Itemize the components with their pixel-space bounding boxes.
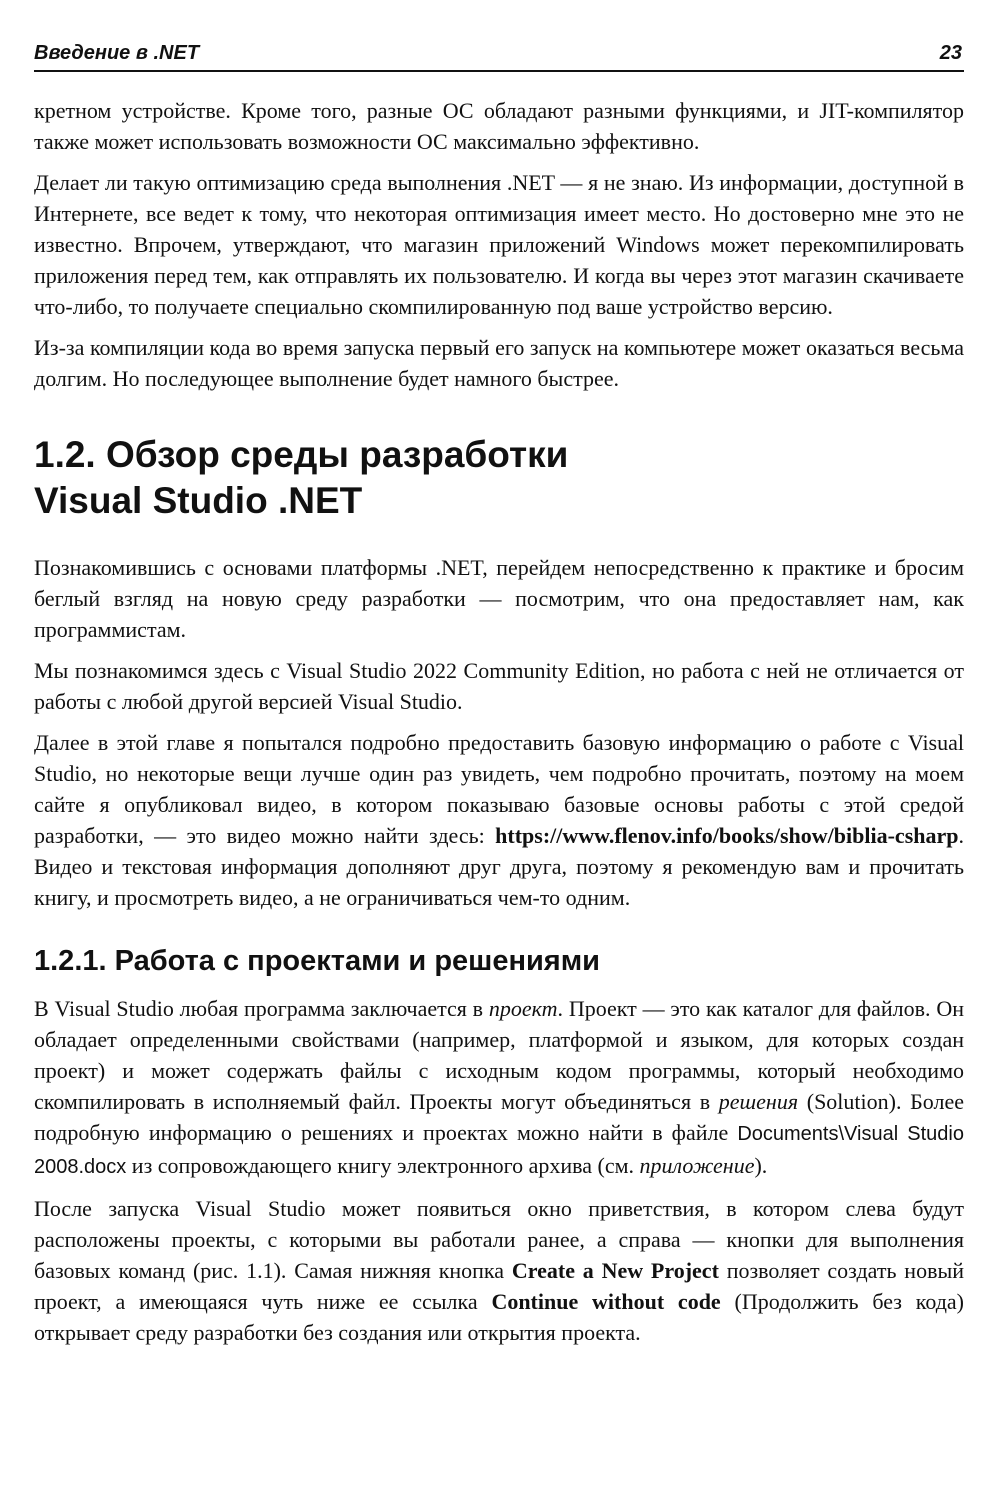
section-heading-line1: 1.2. Обзор среды разработки: [34, 434, 569, 475]
paragraph-video: [34, 727, 964, 913]
term-solution: решения: [718, 1089, 799, 1114]
video-link[interactable]: https://www.flenov.info/books/show/biblia-csharp: [495, 823, 959, 848]
text-run: . Проект — это как каталог для файлов. Он обладает определенными свойствами (например, платформой и языком, для которых создан проект) и может содержать файлы с исходным кодом программы, который необходимо скомпилировать в исполняемый файл. Проекты могут объединяться в: [34, 996, 964, 1114]
term-project: проект: [488, 996, 558, 1021]
text-run: В Visual Studio любая программа заключается в: [34, 996, 489, 1021]
page-content: [34, 95, 964, 1358]
paragraph-compilation: Из-за компиляции кода во время запуска первый его запуск на компьютере может оказаться весьма долгим. Но последующее выполнение будет намного быстрее.: [34, 335, 964, 391]
page-number: 23: [939, 42, 962, 64]
paragraph-video-text-2: . Видео и текстовая информация дополняют друг друга, поэтому я рекомендую вам и прочитать книгу, и просмотреть видео, а не ограничиваться чем-то одним.: [34, 823, 964, 910]
section-heading: [34, 432, 964, 524]
text-run: (Solution). Более подробную информацию о решениях и проектах можно найти в файле: [34, 1089, 964, 1145]
paragraph-projects: [34, 993, 964, 1183]
paragraph-continued: кретном устройстве. Кроме того, разные ОС обладают разными функциями, и JIT-компилятор также может использовать возможности ОС максимально эффективно.: [34, 98, 964, 154]
continue-without-code-label: Continue without code: [491, 1289, 721, 1314]
paragraph-video-text-1: Далее в этой главе я попытался подробно предоставить базовую информацию о работе с Visual Studio, но некоторые вещи лучше один раз увидеть, чем подробно прочитать, поэтому на моем сайте я опубликовал видео, в котором показываю базовые основы работы с этой средой разработки, — это видео можно найти здесь:: [34, 730, 964, 848]
text-run: ).: [754, 1153, 768, 1178]
paragraph-welcome-window: [34, 1193, 964, 1348]
paragraph-vs-edition: Мы познакомимся здесь с Visual Studio 2022 Community Edition, но работа с ней не отличается от работы с любой другой версией Visual Studio.: [34, 658, 964, 714]
paragraph-intro: Познакомившись с основами платформы .NET, перейдем непосредственно к практике и бросим беглый взгляд на новую среду разработки — посмотрим, что она предоставляет нам, как программистам.: [34, 555, 964, 642]
paragraph-optimization: Делает ли такую оптимизацию среда выполнения .NET — я не знаю. Из информации, доступной в Интернете, все ведет к тому, что некоторая оптимизация имеет место. Но достоверно мне это не известно. Впрочем, утверждают, что магазин приложений Windows может перекомпилировать приложения перед тем, как отправлять их пользователю. И когда вы через этот магазин скачиваете что-либо, то получаете специально скомпилированную под ваше устройство версию.: [34, 170, 964, 319]
term-appendix: приложение: [639, 1153, 755, 1178]
running-header-title: Введение в .NET: [34, 42, 200, 64]
text-run: позволяет создать новый проект, а имеющаяся чуть ниже ее ссылка: [34, 1258, 965, 1314]
text-run: (Продолжить без кода) открывает среду разработки без создания или открытия проекта.: [34, 1289, 965, 1345]
section-heading-line2: Visual Studio .NET: [34, 480, 363, 521]
file-path: Documents\Visual Studio 2008.docx: [34, 1123, 964, 1178]
running-header: [34, 40, 964, 72]
subsection-heading: 1.2.1. Работа с проектами и решениями: [34, 945, 601, 977]
text-run: После запуска Visual Studio может появиться окно приветствия, в котором слева будут расположены проекты, с которыми вы работали ранее, а справа — кнопки для выполнения базовых команд (рис. 1.1). Самая нижняя кнопка: [34, 1196, 964, 1283]
create-project-label: Create a New Project: [511, 1258, 719, 1283]
text-run: из сопровождающего книгу электронного архива (см.: [126, 1153, 640, 1178]
